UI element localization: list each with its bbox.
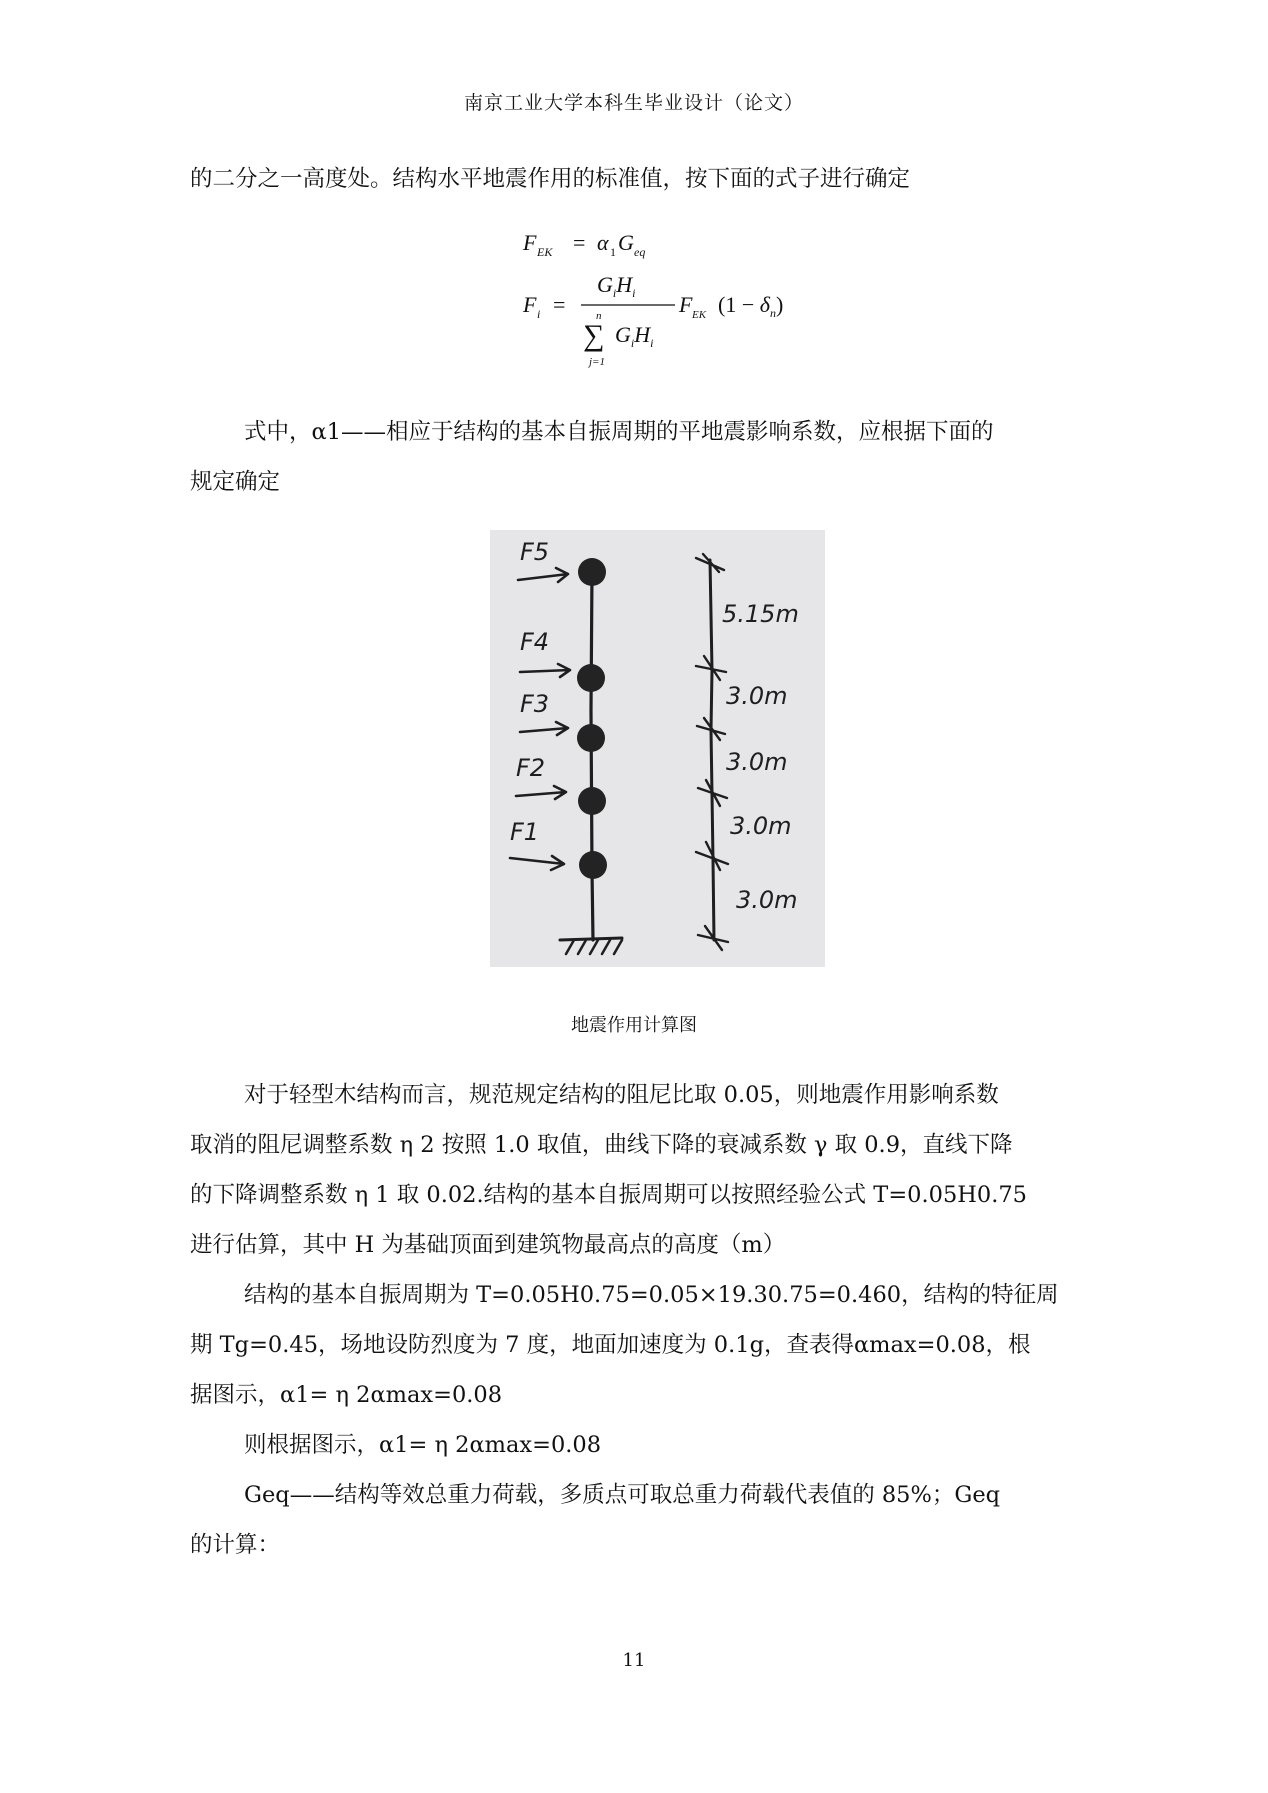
formula-svg — [505, 222, 845, 382]
paragraph-6b: 的计算： — [190, 1532, 281, 1558]
force-label-f5: F5 — [520, 538, 550, 566]
dimension-label-5: 3.0m — [736, 886, 798, 914]
force-label-f3: F3 — [520, 690, 550, 718]
f2-sigma: ∑ — [583, 319, 605, 352]
paragraph-3b: 取消的阻尼调整系数 η 2 按照 1.0 取值，曲线下降的衰减系数 γ 取 0.9，直线下降 — [190, 1132, 1013, 1158]
f2-den: $G_iH_i$ — [615, 322, 654, 350]
dimension-label-3: 3.0m — [726, 748, 788, 776]
page-header: 南京工业大学本科生毕业设计（论文） — [463, 92, 804, 114]
f2-lhs-sub: i — [537, 307, 541, 321]
page-number: 11 — [622, 1650, 646, 1671]
f1-lhs: F — [523, 230, 537, 255]
dimension-label-2: 3.0m — [726, 682, 788, 710]
f2-sum-upper: n — [596, 310, 602, 322]
dimension-label-4: 3.0m — [730, 812, 792, 840]
figure-caption: 地震作用计算图 — [571, 1015, 697, 1036]
paragraph-1: 的二分之一高度处。结构水平地震作用的标准值，按下面的式子进行确定 — [190, 166, 911, 192]
f2-factor-sub: EK — [692, 309, 707, 321]
sketch-svg — [490, 530, 825, 967]
f1-alpha: α — [597, 230, 609, 255]
force-label-f1: F1 — [510, 818, 540, 846]
paragraph-4b: 期 Tg=0.45，场地设防烈度为 7 度，地面加速度为 0.1g，查表得αmax=0.08，根 — [190, 1332, 1031, 1358]
paragraph-5: 则根据图示，α1= η 2αmax=0.08 — [244, 1432, 602, 1458]
paragraph-4a: 结构的基本自振周期为 T=0.05H0.75=0.05×19.30.75=0.460，结构的特征周 — [244, 1282, 1059, 1308]
f2-factor: F — [679, 292, 693, 317]
dimension-label-1: 5.15m — [722, 600, 799, 628]
paragraph-3a: 对于轻型木结构而言，规范规定结构的阻尼比取 0.05，则地震作用影响系数 — [244, 1082, 999, 1108]
paragraph-2b: 规定确定 — [190, 469, 281, 495]
f1-g-sub: eq — [634, 245, 646, 259]
paragraph-3c: 的下降调整系数 η 1 取 0.02.结构的基本自振周期可以按照经验公式 T=0.05H0.75 — [190, 1182, 1027, 1208]
f2-paren: $(1 - \delta_n)$ — [718, 292, 784, 320]
paragraph-2a: 式中，α1——相应于结构的基本自振周期的平地震影响系数，应根据下面的 — [244, 419, 994, 445]
force-label-f2: F2 — [516, 754, 546, 782]
paragraph-6a: Geq——结构等效总重力荷载，多质点可取总重力荷载代表值的 85%；Geq — [244, 1482, 1001, 1508]
earthquake-sketch-figure — [490, 530, 825, 967]
force-label-f4: F4 — [520, 628, 550, 656]
f1-equals: = — [573, 230, 586, 255]
f1-alpha-sub: 1 — [610, 245, 616, 259]
f2-sum-lower: j=1 — [589, 356, 605, 368]
paragraph-4c: 据图示，α1= η 2αmax=0.08 — [190, 1382, 503, 1408]
paragraph-3d: 进行估算，其中 H 为基础顶面到建筑物最高点的高度（m） — [190, 1232, 786, 1258]
formula-block — [505, 222, 845, 382]
f2-equals: = — [553, 292, 566, 317]
f1-g: G — [618, 230, 634, 255]
f2-num: $G_iH_i$ — [597, 272, 636, 300]
f2-lhs: F — [523, 292, 537, 317]
f1-lhs-sub: EK — [537, 245, 553, 259]
